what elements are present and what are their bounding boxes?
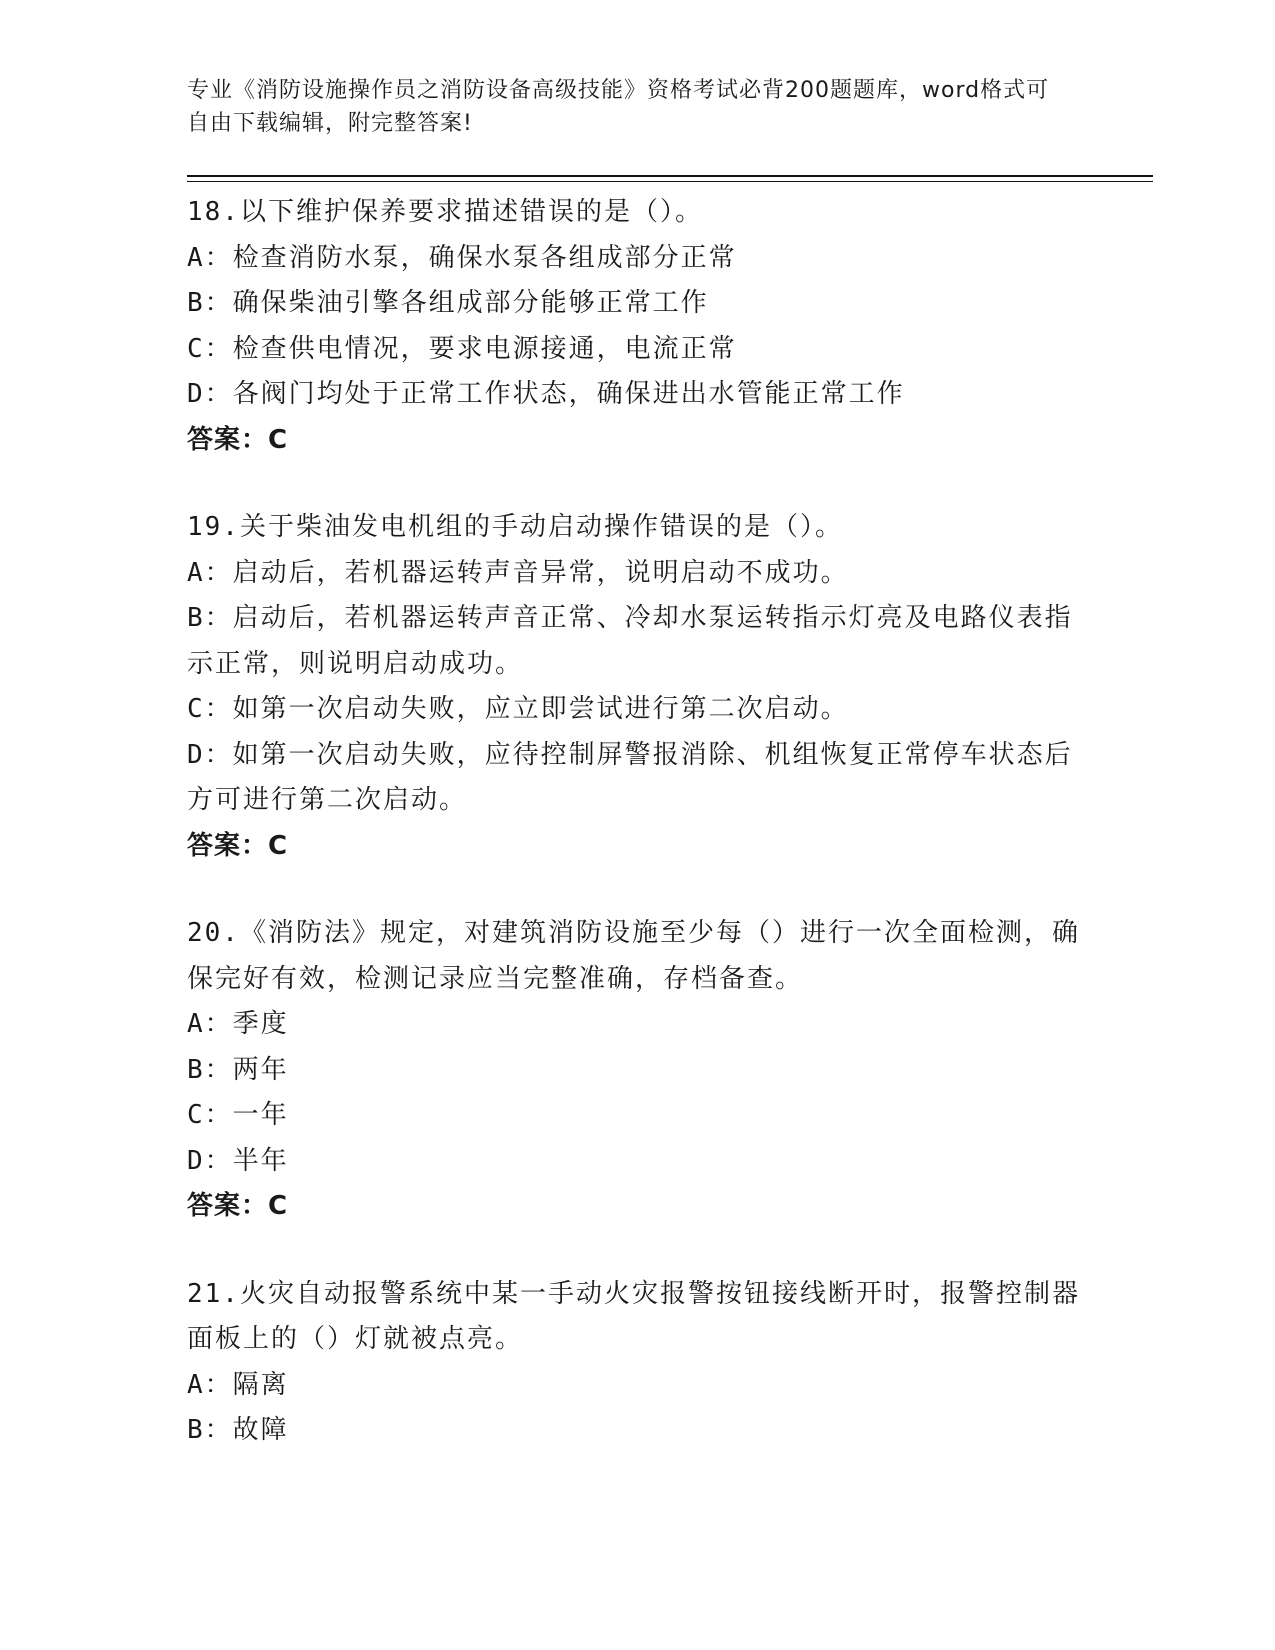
option-d: D：如第一次启动失败，应待控制屏警报消除、机组恢复正常停车状态后方可进行第二次启动。 (187, 739, 1073, 815)
option-b: B：启动后，若机器运转声音正常、冷却水泵运转指示灯亮及电路仪表指示正常，则说明启动成功。 (187, 603, 1073, 679)
question-stem: 19.关于柴油发电机组的手动启动操作错误的是（）。 (187, 512, 843, 542)
option-b: B：两年 (187, 1054, 289, 1085)
document-header: 专业《消防设施操作员之消防设备高级技能》资格考试必背200题题库，word格式可自由下载编辑，附完整答案! (187, 78, 1050, 136)
question-20 (187, 911, 1087, 1230)
header-divider (187, 175, 1153, 177)
option-c: C：检查供电情况，要求电源接通，电流正常 (187, 333, 737, 364)
option-b: B：确保柴油引擎各组成部分能够正常工作 (187, 288, 709, 318)
question-21 (187, 1272, 1087, 1454)
option-d: D：半年 (187, 1145, 289, 1176)
question-18 (187, 190, 1087, 463)
question-stem: 18.以下维护保养要求描述错误的是（）。 (187, 197, 703, 227)
option-c: C：如第一次启动失败，应立即尝试进行第二次启动。 (187, 694, 849, 724)
question-list (187, 190, 1087, 1496)
answer: 答案：C (187, 424, 289, 455)
question-stem: 21.火灾自动报警系统中某一手动火灾报警按钮接线断开时，报警控制器面板上的（）灯就被点亮。 (187, 1278, 1080, 1354)
option-a: A：启动后，若机器运转声音异常，说明启动不成功。 (187, 557, 849, 588)
option-d: D：各阀门均处于正常工作状态，确保进出水管能正常工作 (187, 379, 905, 409)
option-c: C：一年 (187, 1100, 289, 1130)
answer: 答案：C (187, 830, 289, 861)
question-19 (187, 505, 1087, 869)
question-stem: 20.《消防法》规定，对建筑消防设施至少每（）进行一次全面检测，确保完好有效，检测记录应当完整准确，存档备查。 (187, 918, 1080, 994)
header-divider-thin (187, 181, 1153, 182)
option-a: A：检查消防水泵，确保水泵各组成部分正常 (187, 242, 737, 273)
option-b: B：故障 (187, 1415, 289, 1445)
option-a: A：季度 (187, 1009, 289, 1039)
option-a: A：隔离 (187, 1369, 289, 1400)
answer: 答案：C (187, 1191, 289, 1221)
